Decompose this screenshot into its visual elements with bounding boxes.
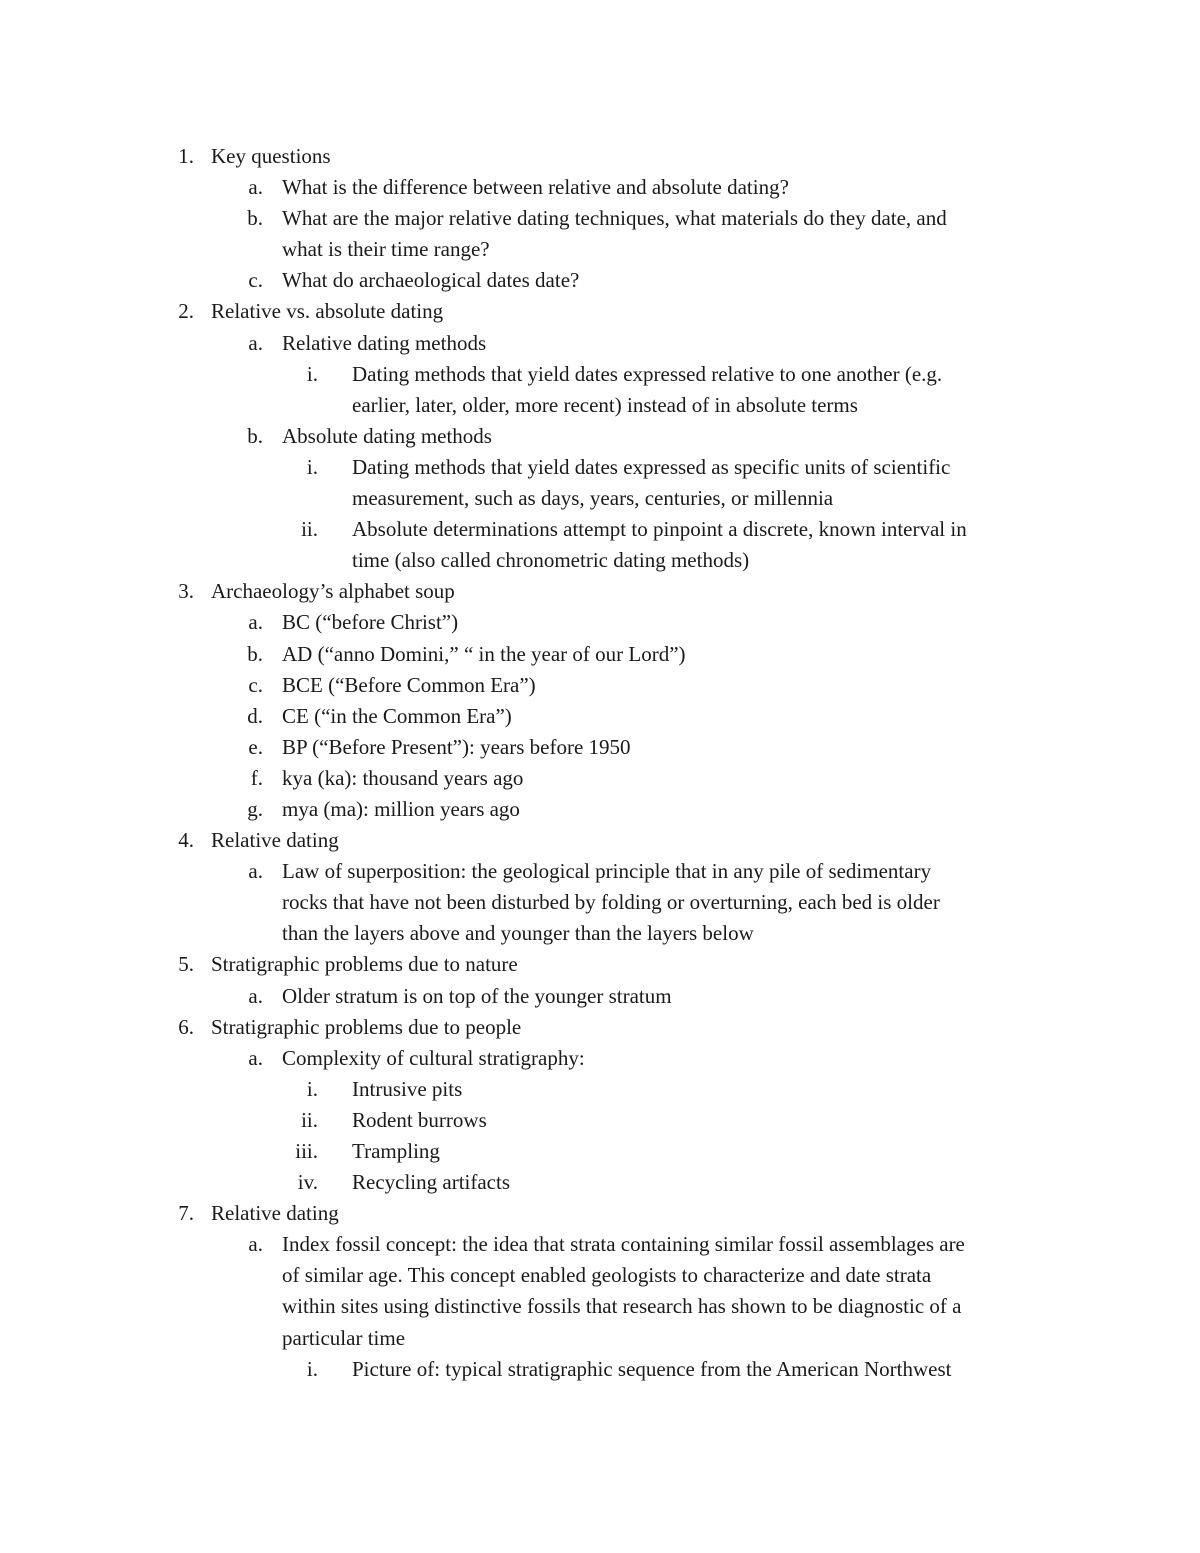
item-text: Dating methods that yield dates expressed relative to one another (e.g. bbox=[352, 361, 943, 386]
outline-item-1a bbox=[0, 172, 1200, 203]
outline-item-2a-i-continued bbox=[0, 390, 1200, 421]
outline-item-1 bbox=[0, 141, 1200, 172]
item-number: 4. bbox=[178, 828, 194, 853]
item-text: mya (ma): million years ago bbox=[282, 796, 520, 821]
item-letter: a. bbox=[248, 859, 263, 884]
item-text: Intrusive pits bbox=[352, 1076, 463, 1101]
outline-item-6a-ii bbox=[0, 1105, 1200, 1136]
item-text: kya (ka): thousand years ago bbox=[282, 765, 524, 790]
item-letter: a. bbox=[248, 175, 263, 200]
item-letter: a. bbox=[248, 610, 263, 635]
outline-item-2 bbox=[0, 296, 1200, 327]
item-text: Absolute dating methods bbox=[282, 423, 492, 448]
item-text: rocks that have not been disturbed by folding or overturning, each bed is older bbox=[282, 890, 940, 915]
item-text: time (also called chronometric dating methods) bbox=[352, 548, 750, 573]
item-letter: a. bbox=[248, 983, 263, 1008]
item-text: Recycling artifacts bbox=[352, 1170, 511, 1195]
outline bbox=[0, 141, 1200, 1385]
item-text: CE (“in the Common Era”) bbox=[282, 703, 512, 728]
outline-item-3a bbox=[0, 607, 1200, 638]
outline-item-7 bbox=[0, 1198, 1200, 1229]
item-roman: i. bbox=[306, 1356, 318, 1381]
item-text: Rodent burrows bbox=[352, 1107, 487, 1132]
item-title: Stratigraphic problems due to people bbox=[211, 1014, 522, 1039]
item-text: Older stratum is on top of the younger stratum bbox=[282, 983, 672, 1008]
item-number: 6. bbox=[178, 1014, 194, 1039]
outline-item-6 bbox=[0, 1012, 1200, 1043]
outline-item-5a bbox=[0, 981, 1200, 1012]
item-text: Law of superposition: the geological principle that in any pile of sedimentary bbox=[282, 859, 932, 884]
item-letter: b. bbox=[247, 423, 263, 448]
item-text: Dating methods that yield dates expressed as specific units of scientific bbox=[352, 454, 951, 479]
outline-item-1b-continued bbox=[0, 234, 1200, 265]
item-roman: i. bbox=[306, 361, 318, 386]
outline-item-6a-iii bbox=[0, 1136, 1200, 1167]
item-number: 3. bbox=[178, 579, 194, 604]
item-letter: b. bbox=[247, 206, 263, 231]
item-text: Relative dating methods bbox=[282, 330, 487, 355]
item-text: BP (“Before Present”): years before 1950 bbox=[282, 734, 631, 759]
item-text: what is their time range? bbox=[282, 237, 490, 262]
item-text: Picture of: typical stratigraphic sequence from the American Northwest bbox=[352, 1356, 952, 1381]
outline-item-3c bbox=[0, 670, 1200, 701]
item-text: Index fossil concept: the idea that strata containing similar fossil assemblages are bbox=[282, 1232, 965, 1257]
item-letter: c. bbox=[248, 268, 263, 293]
item-title: Relative dating bbox=[211, 828, 339, 853]
item-letter: a. bbox=[248, 1045, 263, 1070]
item-roman: ii. bbox=[301, 517, 318, 542]
item-text: What do archaeological dates date? bbox=[282, 268, 580, 293]
item-text: than the layers above and younger than the layers below bbox=[282, 921, 754, 946]
item-number: 1. bbox=[178, 144, 194, 168]
item-letter: a. bbox=[248, 1232, 263, 1257]
outline-item-1b bbox=[0, 203, 1200, 234]
outline-item-2b-ii bbox=[0, 514, 1200, 545]
outline-item-6a bbox=[0, 1043, 1200, 1074]
item-number: 5. bbox=[178, 952, 194, 977]
outline-item-2a-i bbox=[0, 359, 1200, 390]
outline-item-3f bbox=[0, 763, 1200, 794]
item-title: Relative dating bbox=[211, 1201, 339, 1226]
item-text: within sites using distinctive fossils that research has shown to be diagnostic of a bbox=[282, 1294, 962, 1319]
outline-item-7a-continued bbox=[0, 1260, 1200, 1291]
outline-item-7a-i bbox=[0, 1354, 1200, 1385]
item-letter: g. bbox=[247, 796, 263, 821]
outline-item-6a-iv bbox=[0, 1167, 1200, 1198]
item-roman: i. bbox=[306, 454, 318, 479]
item-title: Stratigraphic problems due to nature bbox=[211, 952, 518, 977]
item-letter: b. bbox=[247, 641, 263, 666]
outline-item-7a-continued bbox=[0, 1291, 1200, 1322]
item-text: earlier, later, older, more recent) instead of in absolute terms bbox=[352, 392, 858, 417]
outline-item-2a bbox=[0, 328, 1200, 359]
item-roman: ii. bbox=[301, 1107, 318, 1132]
item-text: Complexity of cultural stratigraphy: bbox=[282, 1045, 585, 1070]
outline-item-3g bbox=[0, 794, 1200, 825]
outline-item-2b-i bbox=[0, 452, 1200, 483]
outline-item-7a bbox=[0, 1229, 1200, 1260]
item-text: of similar age. This concept enabled geologists to characterize and date strata bbox=[282, 1263, 932, 1288]
item-text: What is the difference between relative and absolute dating? bbox=[282, 175, 789, 200]
outline-item-2b-ii-continued bbox=[0, 545, 1200, 576]
item-text: What are the major relative dating techniques, what materials do they date, and bbox=[282, 206, 947, 231]
outline-item-4 bbox=[0, 825, 1200, 856]
item-letter: c. bbox=[248, 672, 263, 697]
item-text: BC (“before Christ”) bbox=[282, 610, 459, 635]
item-number: 7. bbox=[178, 1201, 194, 1226]
item-letter: a. bbox=[248, 330, 263, 355]
outline-item-3e bbox=[0, 732, 1200, 763]
outline-item-5 bbox=[0, 949, 1200, 980]
item-roman: iii. bbox=[295, 1139, 318, 1163]
outline-item-1c bbox=[0, 265, 1200, 296]
outline-item-7a-continued bbox=[0, 1323, 1200, 1354]
item-title: Relative vs. absolute dating bbox=[211, 299, 444, 324]
item-text: Absolute determinations attempt to pinpoint a discrete, known interval in bbox=[352, 517, 967, 542]
outline-item-3b bbox=[0, 639, 1200, 670]
item-text: AD (“anno Domini,” “ in the year of our Lord”) bbox=[282, 641, 686, 666]
item-roman: iv. bbox=[297, 1170, 318, 1195]
item-title: Archaeology’s alphabet soup bbox=[211, 579, 455, 604]
item-letter: f. bbox=[250, 765, 263, 790]
outline-item-3d bbox=[0, 701, 1200, 732]
item-letter: e. bbox=[248, 734, 263, 759]
outline-item-4a bbox=[0, 856, 1200, 887]
item-text: BCE (“Before Common Era”) bbox=[282, 672, 536, 697]
outline-item-6a-i bbox=[0, 1074, 1200, 1105]
outline-item-4a-continued bbox=[0, 918, 1200, 949]
item-letter: d. bbox=[247, 703, 263, 728]
item-text: measurement, such as days, years, centuries, or millennia bbox=[352, 486, 834, 511]
outline-item-2b-i-continued bbox=[0, 483, 1200, 514]
outline-item-4a-continued bbox=[0, 887, 1200, 918]
outline-item-3 bbox=[0, 576, 1200, 607]
item-text: particular time bbox=[282, 1325, 406, 1350]
item-text: Trampling bbox=[352, 1139, 440, 1163]
item-number: 2. bbox=[178, 299, 194, 324]
outline-item-2b bbox=[0, 421, 1200, 452]
item-roman: i. bbox=[306, 1076, 318, 1101]
item-title: Key questions bbox=[211, 144, 331, 168]
